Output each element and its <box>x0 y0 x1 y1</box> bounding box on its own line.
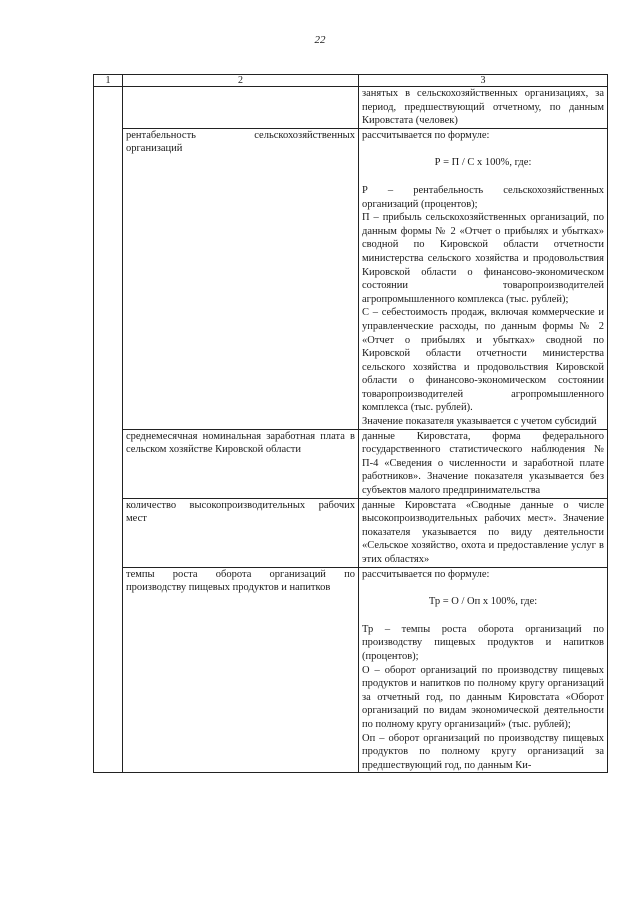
method-text: занятых в сельскохозяйственных организациях, за период, предшествующий отчетному, по данным Кировстата (человек) <box>362 88 604 127</box>
header-col-2: 2 <box>123 75 359 87</box>
number-column-cell <box>94 87 123 773</box>
table-row <box>94 128 608 429</box>
method-text: Оп – оборот организаций по производству пищевых продуктов по полному кругу организаций за предшествующий год, по данным Ки- <box>362 732 604 771</box>
table-row <box>94 567 608 773</box>
method-text: Значение показателя указывается с учетом субсидий <box>362 416 597 428</box>
method-cell <box>359 128 608 429</box>
indicator-name-cell: темпы роста оборота организаций по производству пищевых продуктов и напитков <box>123 567 359 773</box>
method-text: данные Кировстата, форма федерального государственного статистического наблюдения № П-4 «Сведения о численности и заработной плате работников». Значение показателя указывается без субъектов малого предпринимательства <box>362 430 604 497</box>
method-cell <box>359 429 608 498</box>
page-number: 22 <box>314 34 326 46</box>
table-row <box>94 429 608 498</box>
header-col-1: 1 <box>94 75 123 87</box>
indicator-name-cell: количество высокопроизводительных рабочих мест <box>123 498 359 567</box>
formula: Тр = О / Оп х 100%, где: <box>428 596 538 608</box>
method-text: Р – рентабельность сельскохозяйственных организаций (процентов); <box>362 184 604 210</box>
table-header-row <box>94 75 608 87</box>
method-cell <box>359 567 608 773</box>
table-row <box>94 87 608 129</box>
table-row <box>94 498 608 567</box>
method-cell <box>359 87 608 129</box>
method-text: О – оборот организаций по производству пищевых продуктов и напитков по полному кругу организаций за отчетный год, по данным Кировстата «Оборот организаций по видам экономической деятельности по полному кругу организаций» (тыс. рублей); <box>362 664 604 730</box>
indicator-table <box>93 74 608 773</box>
indicator-name-cell <box>123 87 359 129</box>
method-text: Тр – темпы роста оборота организаций по производству пищевых продуктов и напитков (процентов); <box>362 623 604 662</box>
indicator-name-cell: рентабельность сельскохозяйственных организаций <box>123 128 359 429</box>
formula-intro: рассчитывается по формуле: <box>362 568 490 580</box>
indicator-name-cell: среднемесячная номинальная заработная плата в сельском хозяйстве Кировской области <box>123 429 359 498</box>
header-col-3: 3 <box>359 75 608 87</box>
method-cell <box>359 498 608 567</box>
formula: Р = П / С х 100%, где: <box>434 157 532 169</box>
method-text: данные Кировстата «Сводные данные о числе высокопроизводительных рабочих мест». Значение показателя указывается по виду деятельности «Сельское хозяйство, охота и предоставление услуг в этих областях» <box>362 499 604 565</box>
formula-intro: рассчитывается по формуле: <box>362 129 490 141</box>
method-text: С – себестоимость продаж, включая коммерческие и управленческие расходы, по данным формы № 2 «Отчет о прибылях и убытках» сводной по Кировской области отчетности министерства сельского хозяйства и продовольствия Кировской области о финансово-экономическом состоянии товаропроизводителей агропромышленного комплекса (тыс. рублей). <box>362 307 604 414</box>
method-text: П – прибыль сельскохозяйственных организаций, по данным формы № 2 «Отчет о прибылях и убытках» сводной по Кировской области отчетности министерства сельского хозяйства и продовольствия Кировской области о финансово-экономическом состоянии товаропроизводителей агропромышленного комплекса (тыс. рублей); <box>362 212 604 305</box>
